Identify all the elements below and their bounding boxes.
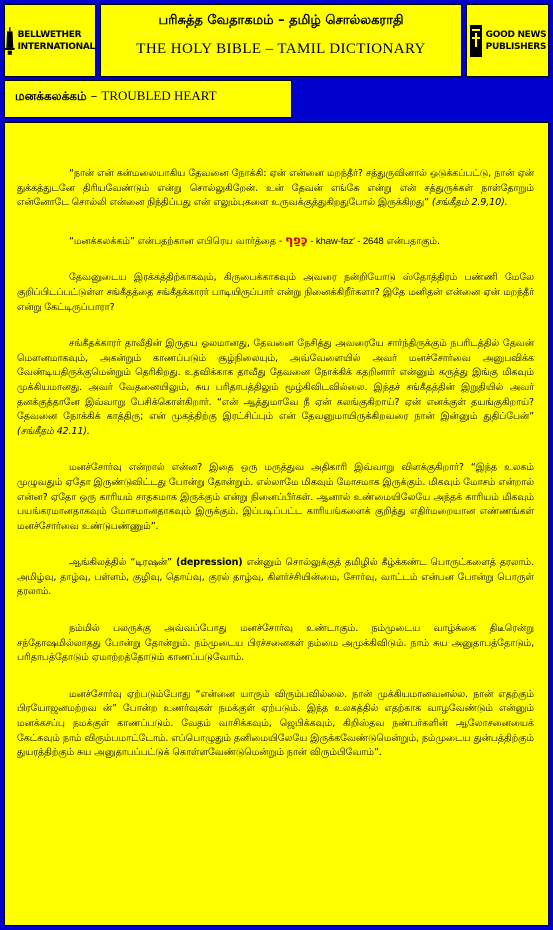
good-news-logo bbox=[466, 4, 549, 77]
topic-tamil: மனக்கலக்கம் bbox=[15, 89, 87, 103]
bellwether-bell-icon bbox=[5, 21, 15, 61]
paragraph-4-text: சங்கீதக்காரர் தாவீதின் இருதய ஓலமானது, தேவனை நேசித்து அவரையே சார்ந்திருக்கும் நபரிடத்தில் தேவன் மௌனமாகவும், அகன்றும் காணப்படும் சூழ்நிலையும், அவ்வேளையில் அவர் மனச்சோர்வை அனுபவிக்க வேண்டியதிருக்குமென்றும் தெரிகிறது. உதவிக்காக தாவீது தேவனை நோக்கிக் கதறினார் என்னும் கருத்து இங்கு மிகவும் முக்கியமானது. அவர் வேதனையிலும், சுய பரிதாபத்திலும் மூழ்கிவிடவில்லை. இந்தச் சங்கீதத்தின் இறுதியில் அவர் தனக்குத்தானே இவ்வாறு பேசிக்கொள்கிறார். “என் ஆத்துமாவே நீ ஏன் கலங்குகிறாய்? ஏன் எனக்குள் தயங்குகிறாய்? தேவனை நோக்கிக் காத்திரு; என் முகத்திற்கு இரட்சிப்பும் என் தேவனுமாயிருக்கிறவரை நான் இன்னும் துதிப்பேன்” bbox=[17, 338, 534, 423]
page-header bbox=[100, 4, 462, 77]
article-body bbox=[4, 122, 549, 926]
good-news-book-icon bbox=[469, 21, 483, 61]
article-paragraph-5 bbox=[17, 461, 534, 534]
paragraph-7-text: நம்மில் பலருக்கு அவ்வப்போது மனச்சோர்வு உண்டாகும். நம்முடைய வாழ்க்கை திடீரென்று சந்தோஷமில்லாதது போன்று தோன்றும். நம்முடைய பிரச்சனைகள் நம்மை அமுக்கிவிடும். நாம் சுய அனுதாபத்தோடும், பரிதாபத்தோடும் ஏமாற்றத்தோடும் காணப்படுவோம். bbox=[17, 623, 534, 664]
paragraph-4-reference: (சங்கீதம் 42.11). bbox=[17, 425, 90, 437]
good-news-logo-text bbox=[486, 29, 547, 53]
paragraph-1-text: “நான் என் கன்மலையாகிய தேவனை நோக்கி: ஏன் என்னை மறந்தீர்? சத்துருவினால் ஒடுக்கப்பட்டு, நான் ஏன் துக்கத்துடனே திரியவேண்டும் என்று சொல்லுகிறேன். உன் தேவன் எங்கே என்று என் சத்துருக்கள் நாள்தோறும் என்னோடே சொல்லி என்னை நிந்திப்பது என் எலும்புகளை உருவக்குத்துகிறதுபோல் இருக்கிறது” bbox=[17, 168, 534, 209]
bellwether-line1: BELLWETHER bbox=[17, 29, 82, 40]
paragraph-1-reference: (சங்கீதம் 2.9,10). bbox=[431, 197, 508, 209]
article-paragraph-8 bbox=[17, 688, 534, 761]
bellwether-logo-text bbox=[18, 29, 95, 53]
depression-word: (depression) bbox=[175, 557, 243, 569]
article-paragraph-4 bbox=[17, 337, 534, 439]
article-paragraph-1 bbox=[17, 167, 534, 211]
good-news-line2: PUBLISHERS bbox=[485, 41, 547, 52]
paragraph-2-before: “மனக்கலக்கம்” என்பதற்கான எபிரெய வார்த்தை - bbox=[69, 235, 283, 247]
hebrew-word: כָּפַף bbox=[285, 232, 308, 247]
article-paragraph-6 bbox=[17, 556, 534, 600]
article-paragraph-7 bbox=[17, 622, 534, 666]
hebrew-transliteration: - khaw-faz' - 2648 bbox=[310, 235, 384, 247]
article-paragraph-3 bbox=[17, 271, 534, 315]
paragraph-8-text: மனச்சோர்வு ஏற்படும்போது “என்னை யாரும் விரும்பவில்லை. நான் முக்கியமானவனல்ல. நான் எதற்கும் பிரயோஜனமற்றவ ன்” போன்ற உணர்வுகள் நமக்குள் ஏற்படும். இந்த உலகத்தில் எதற்காக வாழவேண்டும் என்னும் மனக்கசப்பு நமக்குள் காணப்படும். வேதம் வாசிக்கவும், ஜெபிக்கவும், கிறிஸ்தவ நண்பர்களின் ஆலோசனையைக் கேட்கவும் நாம் விரும்பமாட்டோம். எப்பொழுதும் தனிமையிலேயே இருக்கவேண்டுமென்றும், நம்முடைய துன்பத்திற்கும் துயரத்திற்கும் சுய அனுதாபப்பட்டுக் கொள்ளவேண்டுமென்றும் நான் விரும்பிவோம்”. bbox=[17, 688, 534, 759]
bellwether-logo bbox=[4, 4, 96, 77]
paragraph-6-after: என்னும் சொல்லுக்குத் தமிழில் கீழ்க்கண்ட பொருட்களைத் தரலாம். அமிழ்வு, தாழ்வு, பள்ளம், குழிவு, தொய்வு, குரல் தாழ்வு, கிளர்ச்சியின்மை, சோர்வு, வாட்டம் என்பன போன்று பொருள் தரலாம். bbox=[17, 557, 534, 598]
topic-heading bbox=[4, 80, 292, 118]
title-english: THE HOLY BIBLE – TAMIL DICTIONARY bbox=[136, 41, 426, 57]
paragraph-6-before: ஆங்கிலத்தில் “டிரஷன்” bbox=[69, 557, 172, 569]
topic-english: TROUBLED HEART bbox=[101, 88, 217, 103]
good-news-line1: GOOD NEWS bbox=[485, 29, 547, 40]
bellwether-line2: INTERNATIONAL bbox=[17, 41, 95, 52]
article-paragraph-2 bbox=[17, 233, 534, 250]
topic-separator: – bbox=[90, 89, 98, 104]
paragraph-3-text: தேவனுடைய இரக்கத்திற்காகவும், கிருபைக்காகவும் அவரை நன்றியோடு ஸ்தோத்திரம் பண்ணி மேலே குறிப்பிடப்பட்டுள்ள சங்கீதத்தை சங்கீதக்காரர் பாடியிருப்பார் என்று நினைக்கிறீர்களா? இதே மனிதன் என்னை ஏன் மறந்தீர் என்று கேட்டிருப்பாரா? bbox=[17, 272, 534, 313]
paragraph-5-text: மனச்சோர்வு என்றால் என்ன? இதை ஒரு மருத்துவ அதிகாரி இவ்வாறு விளக்குகிறார்? “இந்த உலகம் முழுவதும் ஏதோ இருண்டுவிட்டது போன்று தோன்றும். எல்லாமே மிகவும் மோசமாக இருக்கும். மிகவும் மோசம் என்றால் என்ன? ஏதோ ஒரு காரியம் சாதகமாக இருக்கும் என்று நினைப்பீர்கள். ஆனால் உண்மையிலேயே அந்தக் காரியம் மிகவும் பயங்கரமானதாகவும் மோசமானதாகவும் இருக்கும். இப்படிப்பட்ட காரியங்களைக் குறித்து எதிர்மறையான எண்ணங்கள் மனச்சோர்வை உண்டுபண்ணும்”. bbox=[17, 462, 534, 532]
paragraph-2-after: என்பதாகும். bbox=[386, 235, 440, 247]
title-tamil: பரிசுத்த வேதாகமம் – தமிழ் சொல்லகராதி bbox=[158, 13, 404, 28]
